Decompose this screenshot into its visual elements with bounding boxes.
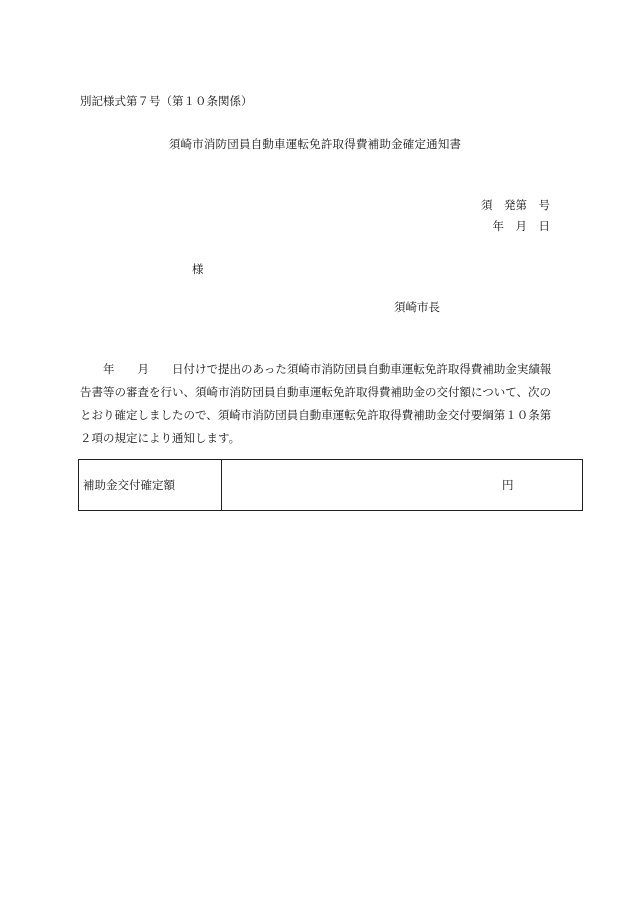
document-date: 年 月 日	[492, 219, 550, 233]
subsidy-amount-value-cell	[222, 460, 583, 511]
subsidy-amount-label: 補助金交付確定額	[79, 460, 222, 511]
notice-body-text: 年 月 日付けで提出のあった須崎市消防団員自動車運転免許取得費補助金実績報告書等の審査を行い、須崎市消防団員自動車運転免許取得費補助金の交付額について、次のとおり確定しましたので、須崎市消防団員自動車運転免許取得費補助金交付要綱第１０条第２項の規定により通知します。	[80, 362, 552, 445]
recipient-honorific: 様	[192, 262, 204, 276]
document-number: 須 発第 号	[481, 198, 550, 212]
document-title: 須崎市消防団員自動車運転免許取得費補助金確定通知書	[168, 137, 462, 151]
currency-unit: 円	[502, 478, 514, 492]
table-row	[79, 460, 583, 511]
form-label: 別記様式第７号（第１０条関係）	[80, 94, 253, 108]
issuer-name: 須崎市長	[394, 300, 440, 314]
subsidy-amount-table	[78, 459, 583, 511]
